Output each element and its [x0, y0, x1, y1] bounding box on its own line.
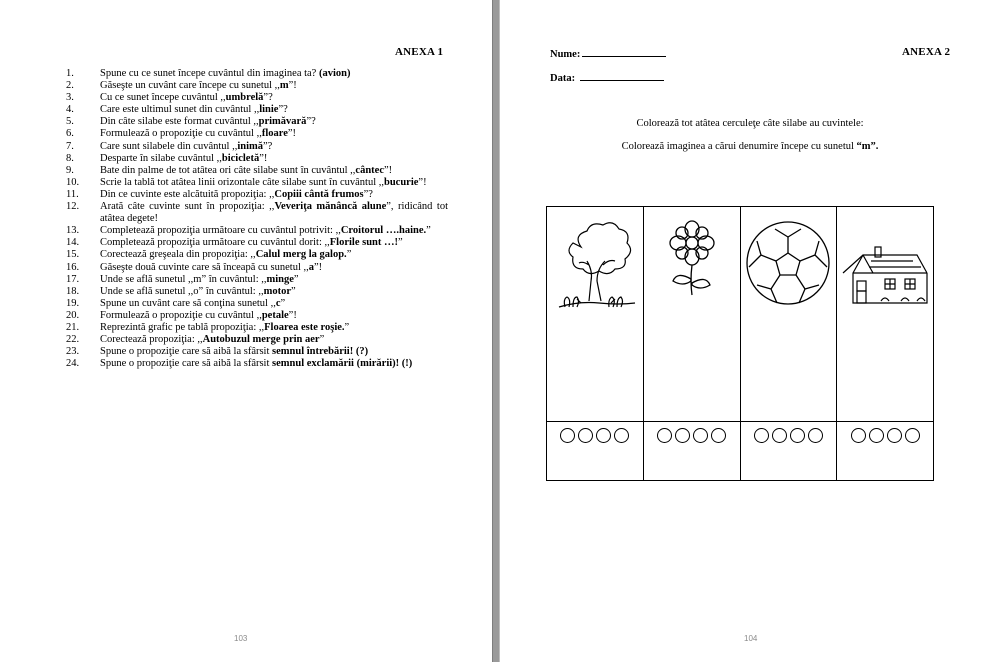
syllable-circle[interactable]	[711, 428, 726, 443]
question-keyword: Croitorul ….haine.	[340, 225, 427, 237]
question-fragment: ”?	[278, 104, 288, 116]
question-fragment: ”!	[314, 261, 323, 273]
question-keyword: a	[308, 261, 314, 273]
syllable-circle[interactable]	[578, 428, 593, 443]
question-text	[100, 68, 448, 80]
question-keyword: semnul întrebării! (?)	[272, 346, 369, 358]
question-fragment: ”!	[418, 176, 427, 188]
syllable-circles-ball	[741, 428, 837, 443]
question-number: 17.	[66, 273, 80, 285]
anexa-2-title: ANEXA 2	[902, 46, 951, 58]
question-item	[66, 165, 448, 177]
question-fragment: ”	[319, 334, 325, 346]
question-number: 1.	[66, 68, 74, 79]
question-number: 16.	[66, 261, 80, 273]
question-keyword: Veveriţa mănâncă alune	[274, 201, 387, 213]
question-keyword: cântec	[355, 164, 384, 176]
question-keyword: motor	[263, 285, 291, 297]
nume-blank-line[interactable]	[582, 46, 666, 57]
syllable-circle[interactable]	[614, 428, 629, 443]
question-text	[100, 334, 448, 346]
house-icon[interactable]	[841, 215, 929, 315]
question-fragment: Corectează greşeala din propoziţia: ,,	[100, 249, 256, 261]
question-fragment: ”!	[288, 80, 297, 92]
question-text	[100, 274, 448, 286]
question-fragment: ”!	[384, 164, 393, 176]
question-fragment: ”	[344, 321, 350, 333]
question-text	[100, 286, 448, 298]
question-keyword: bucurie	[383, 176, 419, 188]
question-text	[100, 322, 448, 334]
question-text	[100, 116, 448, 128]
question-keyword: Florile sunt …!	[329, 237, 398, 249]
question-text	[100, 346, 448, 358]
question-fragment: ”	[346, 249, 352, 261]
question-text	[100, 165, 448, 177]
question-fragment: ”	[426, 225, 431, 237]
ball-icon[interactable]	[745, 215, 833, 315]
picture-column-tree	[547, 207, 644, 480]
tree-icon[interactable]	[551, 215, 639, 315]
question-text	[100, 104, 448, 116]
question-item	[66, 116, 448, 128]
anexa-1-title: ANEXA 1	[395, 46, 444, 58]
question-fragment: ”	[280, 297, 286, 309]
question-text	[100, 298, 448, 310]
question-fragment: ”?	[363, 188, 373, 200]
page-number-right: 104	[744, 634, 758, 643]
question-list	[66, 68, 448, 370]
instruction-syllables: Colorează tot atâtea cerculeţe câte silabe au cuvintele:	[636, 118, 864, 129]
question-item	[66, 262, 448, 274]
question-fragment: ”?	[306, 116, 316, 128]
question-number: 20.	[66, 309, 80, 321]
syllable-circle[interactable]	[675, 428, 690, 443]
syllable-circle[interactable]	[790, 428, 805, 443]
question-item	[66, 177, 448, 189]
question-keyword: primăvară	[258, 116, 307, 128]
question-fragment: Din ce cuvinte este alcătuită propoziţia: ,,	[100, 188, 275, 200]
syllable-circle[interactable]	[693, 428, 708, 443]
question-text	[100, 141, 448, 153]
question-keyword: Calul merg la galop.	[255, 249, 347, 261]
question-fragment: Completează propoziţia următoare cu cuvântul potrivit: ,,	[100, 225, 341, 237]
data-label: Data:	[550, 73, 576, 84]
question-item	[66, 128, 448, 140]
question-text	[100, 237, 448, 249]
syllable-circle[interactable]	[808, 428, 823, 443]
question-fragment: Spune o propoziţie care să aibă la sfârsit	[100, 358, 273, 370]
question-keyword: petale	[261, 309, 289, 321]
page-number-left: 103	[234, 634, 248, 643]
question-fragment: Din câte silabe este format cuvântul ,,	[100, 116, 259, 128]
question-item	[66, 334, 448, 346]
question-item	[66, 201, 448, 225]
question-text	[100, 262, 448, 274]
picture-column-house	[837, 207, 933, 480]
left-page	[0, 0, 492, 662]
question-number: 24.	[66, 358, 80, 370]
question-fragment: Formulează o propoziţie cu cuvântul ,,	[100, 309, 262, 321]
question-number: 4.	[66, 104, 74, 116]
question-fragment: Bate din palme de tot atâtea ori câte silabe sunt în cuvântul ,,	[100, 164, 356, 176]
question-fragment: Găseşte două cuvinte care să înceapă cu sunetul ,,	[100, 261, 309, 273]
question-fragment: Unde se află sunetul ,,m” în cuvântul: ,,	[100, 273, 267, 285]
page-gutter	[492, 0, 500, 662]
question-item	[66, 286, 448, 298]
question-fragment: Cu ce sunet începe cuvântul ,,	[100, 92, 226, 104]
question-fragment: Spune un cuvânt care să conţina sunetul ,,	[100, 297, 276, 309]
question-text	[100, 310, 448, 322]
question-keyword: Autobuzul merge prin aer	[202, 334, 320, 346]
syllable-circle[interactable]	[657, 428, 672, 443]
question-fragment: ”	[293, 273, 299, 285]
syllable-circle[interactable]	[596, 428, 611, 443]
question-fragment: Spune cu ce sunet începe cuvântul din imaginea ta?	[100, 68, 319, 79]
question-keyword: Copiii cântă frumos	[274, 188, 364, 200]
question-number: 8.	[66, 152, 74, 164]
question-number: 9.	[66, 164, 74, 176]
question-fragment: Găseşte un cuvânt care începe cu sunetul ,,	[100, 80, 280, 92]
question-item	[66, 310, 448, 322]
question-keyword: inimă	[237, 140, 264, 152]
question-keyword: Floarea este roşie.	[264, 321, 345, 333]
question-number: 12.	[66, 201, 80, 213]
syllable-circle[interactable]	[851, 428, 866, 443]
question-number: 5.	[66, 116, 74, 128]
question-item	[66, 141, 448, 153]
question-text	[100, 249, 448, 261]
question-fragment: Corectează propoziţia: ,,	[100, 334, 203, 346]
question-fragment: Care este ultimul sunet din cuvântul ,,	[100, 104, 260, 116]
syllable-circle[interactable]	[754, 428, 769, 443]
question-item	[66, 249, 448, 261]
question-fragment: Care sunt silabele din cuvântul ,,	[100, 140, 238, 152]
picture-column-flower	[644, 207, 741, 480]
question-fragment: ”!	[259, 152, 268, 164]
question-item	[66, 92, 448, 104]
question-fragment: Desparte în silabe cuvântul ,,	[100, 152, 222, 164]
question-fragment: ”!	[287, 128, 297, 140]
picture-column-ball	[741, 207, 838, 480]
question-item	[66, 80, 448, 92]
syllable-circle[interactable]	[772, 428, 787, 443]
question-item	[66, 225, 448, 237]
question-number: 6.	[66, 128, 74, 140]
question-keyword: semnul exclamării (mirării)! (!)	[272, 358, 413, 370]
question-text	[100, 153, 448, 165]
right-page	[500, 0, 1000, 662]
question-text	[100, 80, 448, 92]
question-keyword: minge	[266, 273, 294, 285]
question-fragment: ”!	[288, 309, 297, 321]
data-field[interactable]	[550, 70, 664, 84]
question-fragment: ”?	[263, 140, 273, 152]
question-item	[66, 189, 448, 201]
question-item	[66, 237, 448, 249]
syllable-circles-house	[837, 428, 933, 443]
question-keyword: linie	[259, 104, 279, 116]
question-number: 2.	[66, 80, 74, 92]
question-keyword: floare	[261, 128, 288, 140]
question-text	[100, 225, 448, 237]
syllable-circle[interactable]	[869, 428, 884, 443]
question-number: 18.	[66, 285, 80, 297]
syllable-circle[interactable]	[905, 428, 920, 443]
instruction-2-text: Colorează imaginea a cărui denumire începe cu sunetul	[621, 141, 857, 152]
question-fragment: Scrie la tablă tot atâtea linii orizontale câte silabe sunt în cuvântul ,,	[100, 176, 384, 188]
question-item	[66, 68, 448, 80]
question-number: 11.	[66, 188, 79, 200]
question-number: 3.	[66, 92, 74, 104]
question-item	[66, 346, 448, 358]
question-number: 21.	[66, 321, 80, 333]
question-number: 23.	[66, 346, 80, 358]
question-text	[100, 92, 448, 104]
question-fragment: Arată câte cuvinte sunt în propoziţia: ,,	[100, 201, 275, 213]
question-fragment: ”?	[263, 92, 273, 104]
syllable-circles-tree	[547, 428, 643, 443]
question-number: 10.	[66, 176, 80, 188]
question-number: 19.	[66, 297, 80, 309]
question-number: 13.	[66, 225, 80, 237]
question-number: 22.	[66, 334, 80, 346]
syllable-circles-flower	[644, 428, 740, 443]
question-keyword: (avion)	[318, 68, 351, 79]
question-text	[100, 189, 448, 201]
question-item	[66, 358, 448, 370]
question-text	[100, 201, 448, 225]
question-number: 14.	[66, 237, 80, 249]
question-fragment: ”	[291, 285, 296, 297]
question-keyword: bicicletă	[221, 152, 260, 164]
nume-label: Nume:	[550, 49, 581, 60]
question-fragment: Spune o propoziţie care să aibă la sfârsit	[100, 346, 273, 358]
question-fragment: ”	[398, 237, 403, 249]
question-fragment: Completează propoziţia următoare cu cuvântul dorit: ,,	[100, 237, 330, 249]
question-keyword: umbrelă	[225, 92, 264, 104]
question-item	[66, 153, 448, 165]
syllable-circle[interactable]	[560, 428, 575, 443]
syllable-circle[interactable]	[887, 428, 902, 443]
data-blank-line[interactable]	[580, 70, 664, 81]
flower-icon[interactable]	[648, 215, 736, 315]
question-number: 7.	[66, 140, 74, 152]
question-text	[100, 128, 448, 140]
nume-field[interactable]	[550, 46, 666, 60]
question-number: 15.	[66, 249, 80, 261]
question-fragment: Reprezintă grafic pe tablă propoziţia: ,,	[100, 321, 265, 333]
question-item	[66, 104, 448, 116]
question-text	[100, 177, 448, 189]
question-item	[66, 322, 448, 334]
question-fragment: ”, ridicând tot atâtea degete!	[100, 201, 449, 225]
instruction-color-m	[500, 141, 1000, 152]
question-item	[66, 274, 448, 286]
question-text	[100, 358, 448, 370]
instruction-2-letter: “m”.	[856, 141, 879, 152]
question-fragment: Formulează o propoziţie cu cuvântul ,,	[100, 128, 262, 140]
question-item	[66, 298, 448, 310]
picture-grid	[546, 206, 934, 481]
question-keyword: c	[275, 297, 281, 309]
question-fragment: Unde se află sunetul ,,o” în cuvântul: ,,	[100, 285, 264, 297]
question-keyword: m	[279, 80, 289, 92]
